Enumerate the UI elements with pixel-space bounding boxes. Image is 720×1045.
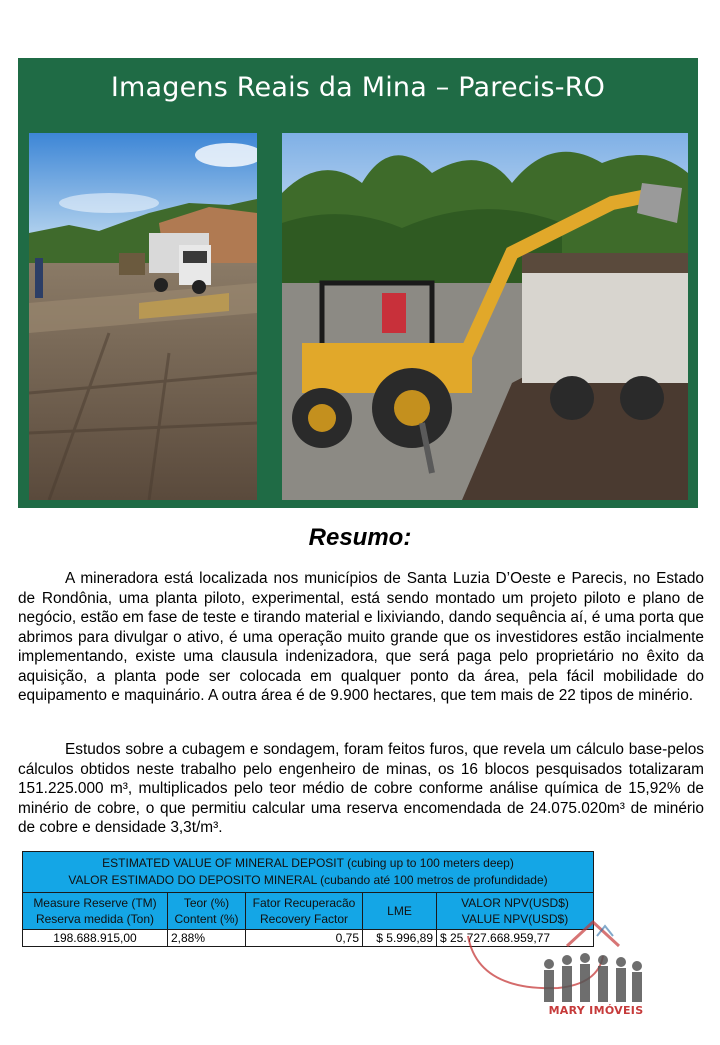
summary-heading: Resumo: <box>308 524 412 551</box>
header-content <box>168 893 246 930</box>
header-text: Teor (%) <box>183 896 230 910</box>
summary-paragraph-1: A mineradora está localizada nos municípios de Santa Luzia D’Oeste e Parecis, no Estado de Rondônia, uma planta piloto, experimental, está sendo montado um projeto piloto e plano de negócio, estão em fase de teste e tirando material e lixiviando, dando sequência aí, é uma porta que abrimos para divulgar o ativo, é uma operação muito grande que os investidores estão incialmente implementando, existe uma clausula indenizadora, que será paga pelo proprietário no êxito da aquisição, a planta pode ser colocada em qualquer ponto da área, pela fácil mobilidade do equipamento e maquinário. A outra área é de 9.900 hectares, que tem mais de 22 tipos de minério. <box>18 570 704 704</box>
watermark-text: MARY IMÓVEIS <box>548 1004 644 1017</box>
mine-photo-backhoe <box>282 133 688 500</box>
truck-scene-image <box>29 133 257 500</box>
header-measure-reserve <box>23 893 168 930</box>
cell-npv: $ 25.727.668.959,77 <box>437 930 594 947</box>
header-text: Content (%) <box>174 912 239 926</box>
cell-recovery-factor: 0,75 <box>246 930 363 947</box>
banner-title: Imagens Reais da Mina – Parecis-RO <box>110 72 606 103</box>
cell-content: 2,88% <box>168 930 246 947</box>
backhoe-scene-image <box>282 133 688 500</box>
header-lme <box>363 893 437 930</box>
table-title <box>23 852 594 893</box>
table-title-line1: ESTIMATED VALUE OF MINERAL DEPOSIT (cubing up to 100 meters deep) <box>102 856 514 870</box>
cell-lme: $ 5.996,89 <box>363 930 437 947</box>
header-text: Fator Recuperacão <box>252 896 356 910</box>
header-text: Recovery Factor <box>259 912 349 926</box>
header-text: LME <box>387 904 412 918</box>
header-text: VALOR NPV(USD$) <box>461 896 569 910</box>
header-text: Measure Reserve (TM) <box>33 896 157 910</box>
mine-photo-truck <box>29 133 257 500</box>
table-title-line2: VALOR ESTIMADO DO DEPOSITO MINERAL (cubando até 100 metros de profundidade) <box>68 873 548 887</box>
summary-paragraph-2: Estudos sobre a cubagem e sondagem, foram feitos furos, que revela um cálculo base-pelos cálculos obtidos neste trabalho pelo engenheiro de minas, os 16 blocos pesquisados totalizaram 151.225.000 m³, multiplicados pelo teor médio de cobre conforme análise química de 15,92% de minério de cobre, o que permitiu calcular uma reserva encomendada de 24.075.020m³ de minério de cobre e densidade 3,3t/m³. <box>18 741 704 836</box>
header-text: Reserva medida (Ton) <box>35 912 155 926</box>
header-recovery-factor <box>246 893 363 930</box>
cell-measure-reserve: 198.688.915,00 <box>23 930 168 947</box>
header-text: VALUE NPV(USD$) <box>461 912 569 926</box>
photo-banner <box>18 58 698 508</box>
